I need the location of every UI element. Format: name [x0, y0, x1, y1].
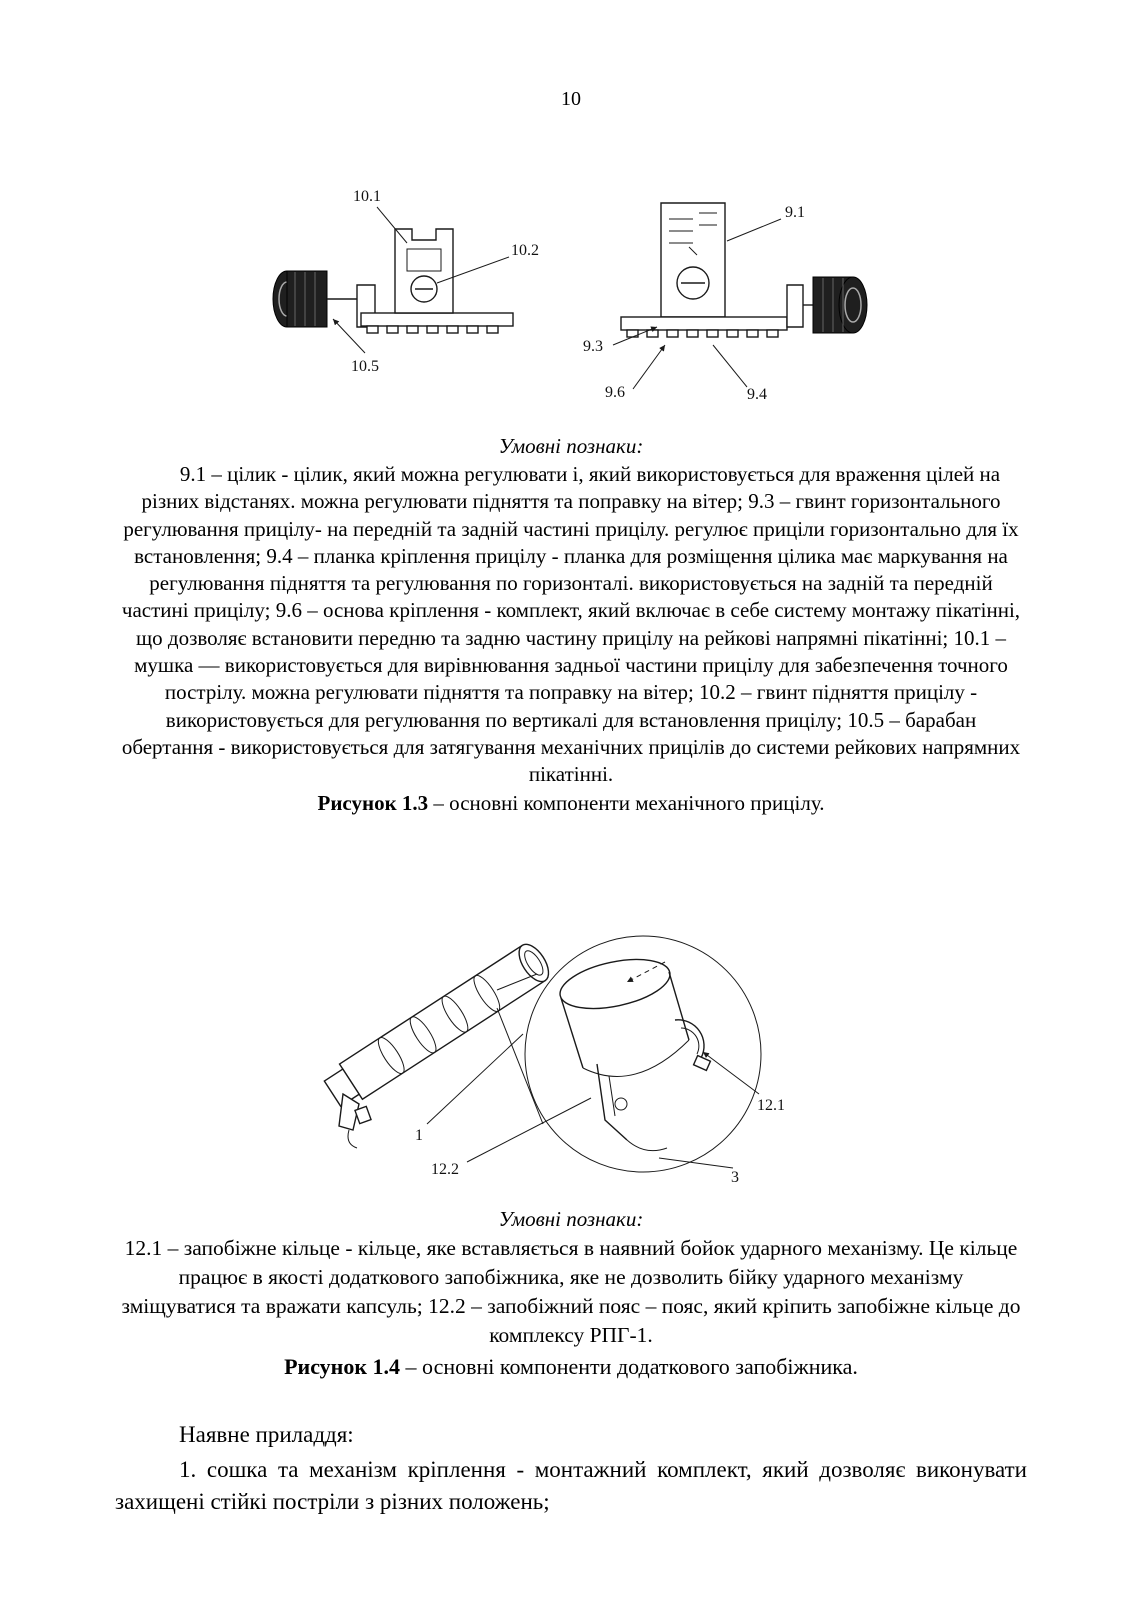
accessories-item-1: 1. сошка та механізм кріплення - монтажний комплект, який дозволяє виконувати захищені стійкі постріли з різних положень;: [115, 1456, 1027, 1514]
callout-10-5: 10.5: [351, 358, 379, 375]
figure-1-3-caption-number: Рисунок 1.3: [317, 790, 429, 815]
callout-1: 1: [415, 1126, 423, 1144]
callout-10-1: 10.1: [353, 188, 381, 205]
figure-1-4-caption-text: – основні компоненти додаткового запобіжника.: [400, 1353, 858, 1379]
callout-9-4: 9.4: [747, 386, 767, 403]
figure-1-4-caption: [115, 1354, 1027, 1380]
callout-9-1: 9.1: [785, 204, 805, 221]
figure-1-4-callouts: [415, 1034, 785, 1186]
firing-mechanism-drawing: [339, 1094, 371, 1148]
mechanical-sights-drawing: [261, 177, 881, 425]
callout-12-1: 12.1: [757, 1096, 785, 1114]
figure-1-3: [115, 177, 1027, 430]
figure-1-4-caption-number: Рисунок 1.4: [284, 1353, 401, 1379]
legend-title-1-4: Умовні познаки:: [498, 1206, 644, 1231]
safety-belt-icon: [597, 1064, 627, 1140]
callout-9-3: 9.3: [583, 338, 603, 355]
magnified-detail-circle: [525, 936, 761, 1172]
figure-1-3-caption-text: – основні компоненти механічного прицілу.: [428, 790, 825, 815]
legend-title-1-3: Умовні познаки:: [498, 434, 644, 458]
callout-9-6: 9.6: [605, 384, 625, 401]
figure-1-4: [115, 862, 1027, 1203]
callout-12-2: 12.2: [431, 1160, 459, 1178]
callout-10-2: 10.2: [511, 242, 539, 259]
page-number: 10: [561, 88, 581, 110]
legend-body-1-4: 12.1 – запобіжне кільце - кільце, яке вставляється в наявний бойок ударного механізму. Це кільце працює в якості додаткового запобіжника, яке не дозволить бійку ударного механізму зміщуватися та вражати капсуль; 12.2 – запобіжний пояс – пояс, який кріпить запобіжне кільце до комплексу РПГ-1.: [121, 1235, 1021, 1347]
figure-1-3-caption: [115, 791, 1027, 816]
launcher-tube-drawing: [321, 939, 554, 1111]
safety-device-drawing: [291, 862, 851, 1198]
accessories-heading: Наявне приладдя:: [179, 1421, 354, 1447]
legend-body-1-3: 9.1 – цілик - цілик, який можна регулювати і, який використовується для враження цілей на різних відстанях. можна регулювати підняття та поправку на вітер; 9.3 – гвинт горизонтального регулювання прицілу- на передній та задній частині прицілу. регулює приціли горизонтально для їх встановлення; 9.4 – планка кріплення прицілу - планка для розміщення цілика має маркування на регулювання підняття та регулювання по горизонталі. використовується на задній та передній частині прицілу; 9.6 – основа кріплення - комплект, який включає в себе систему монтажу пікатінні, що дозволяє встановити передню та задню частину прицілу на рейкові напрямні пікатінні; 10.1 – мушка — використовується для вирівнювання задньої частини прицілу для забезпечення точного пострілу. можна регулювати підняття та поправку на вітер; 10.2 – гвинт підняття прицілу - використовується для регулювання по вертикалі для встановлення прицілу; 10.5 – барабан обертання - використовується для затягування механічних прицілів до системи рейкових напрямних пікатінні.: [121, 462, 1021, 787]
safety-ring-icon: [675, 1019, 704, 1057]
front-sight-drawing: [273, 229, 513, 333]
rear-sight-drawing: [621, 203, 867, 337]
callout-3: 3: [731, 1168, 739, 1186]
magnifier-link-line-2: [497, 1008, 543, 1124]
